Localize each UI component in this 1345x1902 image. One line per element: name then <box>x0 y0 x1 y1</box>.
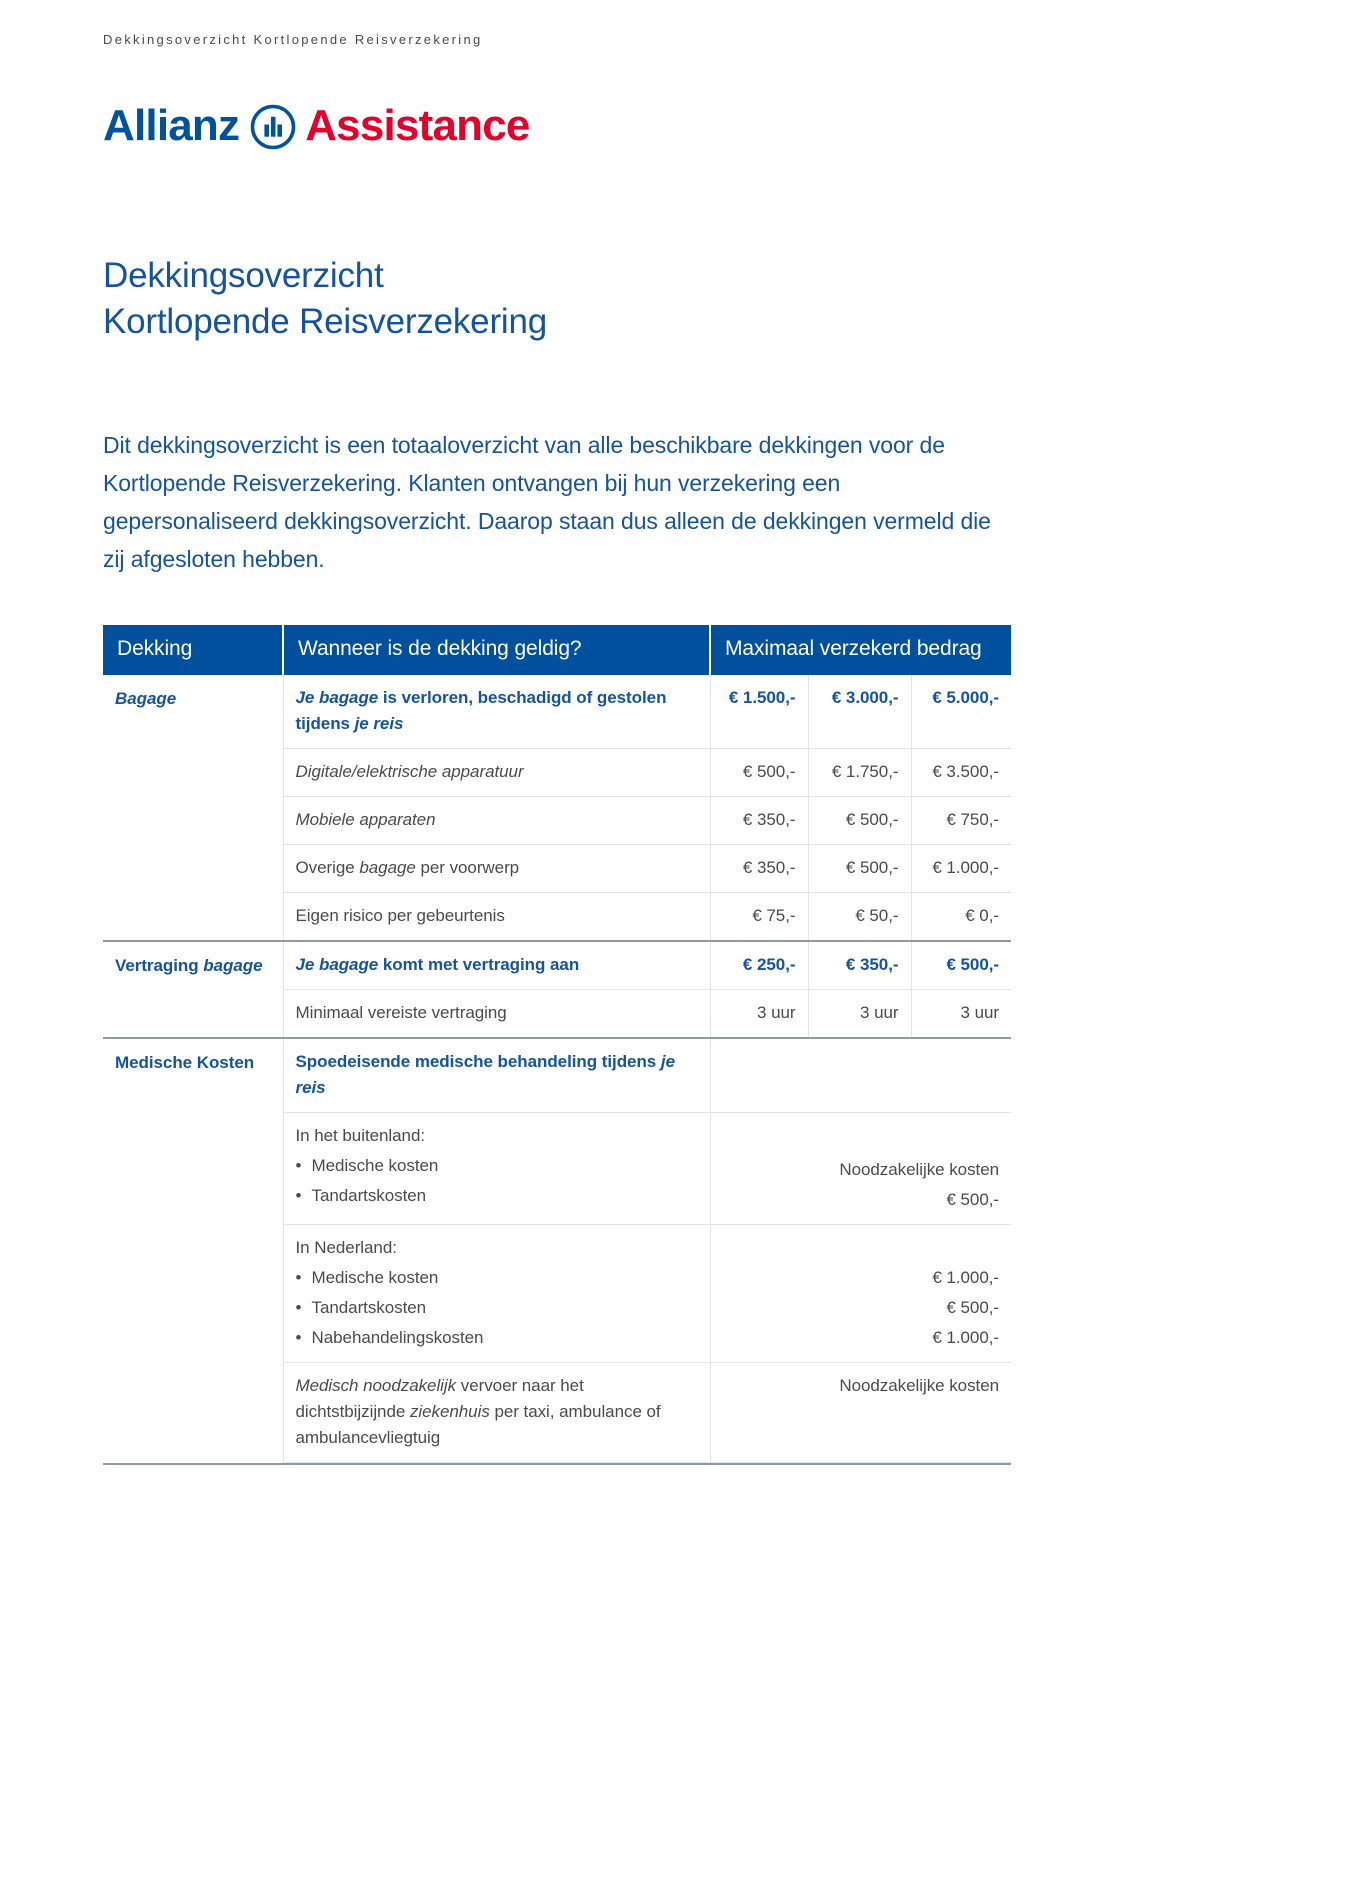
amount-cell: € 250,- <box>710 941 808 990</box>
row-label-overige-bagage <box>283 845 710 893</box>
amount-cell: € 1.000,- <box>911 845 1011 893</box>
page-title-line-1: Dekkingsoverzicht <box>103 256 384 295</box>
row-label-minimaal-vertraging: Minimaal vereiste vertraging <box>283 990 710 1039</box>
sub-heading: In het buitenland: <box>295 1126 426 1145</box>
spacer-line <box>723 1127 1000 1153</box>
bullet-glyph: • <box>295 1298 302 1317</box>
text-fragment: bagage <box>359 858 416 877</box>
bullet-label: Nabehandelingskosten <box>311 1328 484 1347</box>
allianz-assistance-logo <box>103 100 530 152</box>
amount-cell: 3 uur <box>911 990 1011 1039</box>
intro-paragraph: Dit dekkingsoverzicht is een totaaloverzicht van alle beschikbare dekkingen voor de Kortlopende Reisverzekering. Klanten ontvangen bij hun verzekering een gepersonaliseerd dekkingsoverzicht. Daarop staan dus alleen de dekkingen vermeld die zij afgesloten hebben. <box>103 432 991 572</box>
running-header: Dekkingsoverzicht Kortlopende Reisverzekering <box>103 32 483 47</box>
table-row <box>103 675 1011 749</box>
table-header <box>103 625 1011 675</box>
amount-cell: € 500,- <box>808 797 911 845</box>
bullet-glyph: • <box>295 1156 302 1175</box>
amount-cell: € 750,- <box>911 797 1011 845</box>
amount-cell: € 3.500,- <box>911 749 1011 797</box>
table-body <box>103 675 1011 1463</box>
text-fragment: Spoedeisende medische behandeling tijdens <box>295 1052 661 1071</box>
text-fragment: Overige <box>295 858 360 877</box>
spacer-line <box>723 1235 1000 1261</box>
text-fragment: komt met vertraging aan <box>378 955 580 974</box>
text-fragment: Je bagage <box>295 955 379 974</box>
amount-cell: € 500,- <box>911 941 1011 990</box>
amount-cell: € 0,- <box>911 893 1011 942</box>
column-header-dekking: Dekking <box>103 625 283 675</box>
bullet-label: Medische kosten <box>311 1268 439 1287</box>
page-title <box>103 253 547 345</box>
text-fragment: per taxi, ambulance of ambulancevliegtuig <box>295 1402 661 1447</box>
allianz-bars-circle-icon <box>250 104 296 150</box>
amount-cell: € 5.000,- <box>911 675 1011 749</box>
amount-cell: € 350,- <box>710 797 808 845</box>
text-fragment: Medisch noodzakelijk <box>295 1376 457 1395</box>
text-fragment: je reis <box>354 714 404 733</box>
bullet-label: Tandartskosten <box>311 1298 427 1317</box>
text-fragment: vervoer naar het dichtstbijzijnde <box>295 1376 584 1421</box>
logo-wordmark-allianz: Allianz <box>103 101 240 150</box>
sub-heading: In Nederland: <box>295 1238 397 1257</box>
amount-cell: 3 uur <box>808 990 911 1039</box>
row-label-digitale-apparatuur: Digitale/elektrische apparatuur <box>283 749 710 797</box>
row-label-in-het-buitenland <box>283 1113 710 1225</box>
amount-cell: € 75,- <box>710 893 808 942</box>
column-header-when-valid: Wanneer is de dekking geldig? <box>283 625 710 675</box>
bullet-item <box>296 1153 698 1179</box>
amount-line: € 500,- <box>946 1190 1000 1209</box>
text-fragment: bagage <box>203 956 263 975</box>
text-fragment: ziekenhuis <box>409 1402 490 1421</box>
bullet-item <box>296 1295 698 1321</box>
amount-cell: € 1.500,- <box>710 675 808 749</box>
row-label-mobiele-apparaten: Mobiele apparaten <box>283 797 710 845</box>
text-fragment: Vertraging <box>115 956 204 975</box>
table-row <box>103 941 1011 990</box>
amount-cell: € 500,- <box>710 749 808 797</box>
text-fragment: is verloren, beschadigd of gestolen tijdens <box>295 688 667 733</box>
amount-cell-group <box>710 1225 1011 1363</box>
amount-cell: € 500,- <box>808 845 911 893</box>
table-header-row <box>103 625 1011 675</box>
bullet-item <box>296 1183 698 1209</box>
coverage-table <box>103 625 1011 1463</box>
category-bagage: Bagage <box>103 675 283 941</box>
row-label-medisch-vervoer <box>283 1363 710 1463</box>
text-fragment: per voorwerp <box>415 858 520 877</box>
bullet-glyph: • <box>295 1186 302 1205</box>
row-label-in-nederland <box>283 1225 710 1363</box>
amount-line: € 1.000,- <box>932 1328 1000 1347</box>
amount-cell: € 50,- <box>808 893 911 942</box>
amount-line: Noodzakelijke kosten <box>839 1160 1000 1179</box>
logo-wordmark-assistance: Assistance <box>305 101 530 150</box>
bullet-item <box>296 1265 698 1291</box>
bullet-label: Tandartskosten <box>311 1186 427 1205</box>
amount-cell: € 350,- <box>710 845 808 893</box>
category-medische-kosten: Medische Kosten <box>103 1038 283 1463</box>
amount-cell: € 350,- <box>808 941 911 990</box>
bullet-glyph: • <box>295 1328 302 1347</box>
text-fragment: je reis <box>295 1052 675 1097</box>
row-label-vertraging-main <box>283 941 710 990</box>
page-title-line-2: Kortlopende Reisverzekering <box>103 302 548 341</box>
row-label-spoedeisende-behandeling <box>283 1038 710 1113</box>
amount-cell-group <box>710 1113 1011 1225</box>
amount-cell-empty <box>710 1038 1011 1113</box>
amount-cell: € 1.750,- <box>808 749 911 797</box>
bullet-label: Medische kosten <box>311 1156 439 1175</box>
row-label-bagage-main <box>283 675 710 749</box>
row-label-eigen-risico: Eigen risico per gebeurtenis <box>283 893 710 942</box>
amount-cell: € 3.000,- <box>808 675 911 749</box>
category-vertraging-bagage <box>103 941 283 1038</box>
text-fragment: Je bagage <box>295 688 379 707</box>
bullet-item <box>296 1325 698 1351</box>
column-header-max-amount: Maximaal verzekerd bedrag <box>710 625 1011 675</box>
table-row <box>103 1038 1011 1113</box>
amount-cell: 3 uur <box>710 990 808 1039</box>
amount-line: € 1.000,- <box>932 1268 1000 1287</box>
bullet-glyph: • <box>295 1268 302 1287</box>
amount-line: € 500,- <box>946 1298 1000 1317</box>
table-bottom-rule <box>103 1463 1011 1465</box>
amount-cell: Noodzakelijke kosten <box>710 1363 1011 1463</box>
